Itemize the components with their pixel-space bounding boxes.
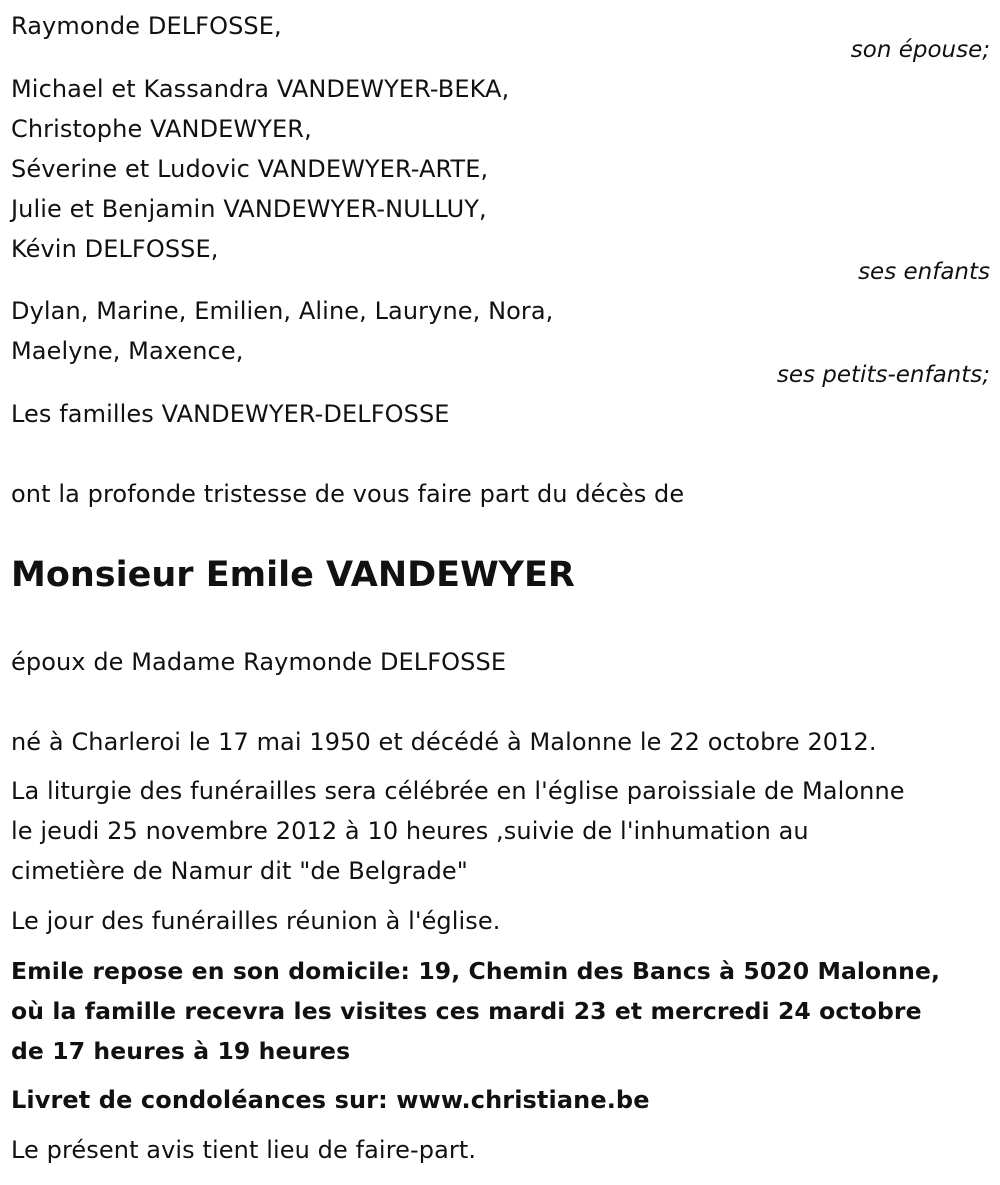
child-line: Julie et Benjamin VANDEWYER-NULLUY, [11, 195, 487, 223]
liturgy-line: le jeudi 25 novembre 2012 à 10 heures ,suivie de l'inhumation au [11, 817, 809, 845]
liturgy-line: La liturgie des funérailles sera célébrée en l'église paroissiale de Malonne [11, 777, 905, 805]
grandchildren-line: Dylan, Marine, Emilien, Aline, Lauryne, Nora, [11, 297, 554, 325]
birth-death-line: né à Charleroi le 17 mai 1950 et décédé à Malonne le 22 octobre 2012. [11, 728, 877, 756]
grandchildren-line: Maelyne, Maxence, [11, 337, 244, 365]
spouse-of-line: époux de Madame Raymonde DELFOSSE [11, 648, 507, 676]
spouse-role: son épouse; [850, 37, 990, 63]
child-line: Christophe VANDEWYER, [11, 115, 312, 143]
notice-line: Le présent avis tient lieu de faire-part. [11, 1136, 477, 1164]
visitation-line: Emile repose en son domicile: 19, Chemin des Bancs à 5020 Malonne, [11, 957, 941, 985]
child-line: Kévin DELFOSSE, [11, 235, 219, 263]
visitation-line: où la famille recevra les visites ces mardi 23 et mercredi 24 octobre [11, 997, 922, 1025]
deceased-name: Monsieur Emile VANDEWYER [11, 555, 575, 595]
announcement-line: ont la profonde tristesse de vous faire part du décès de [11, 480, 685, 508]
child-line: Michael et Kassandra VANDEWYER-BEKA, [11, 75, 510, 103]
grandchildren-role: ses petits-enfants; [776, 362, 990, 388]
liturgy-line: cimetière de Namur dit "de Belgrade" [11, 857, 468, 885]
condolences-line: Livret de condoléances sur: www.christiane.be [11, 1086, 650, 1114]
meeting-line: Le jour des funérailles réunion à l'église. [11, 907, 501, 935]
child-line: Séverine et Ludovic VANDEWYER-ARTE, [11, 155, 489, 183]
families-line: Les familles VANDEWYER-DELFOSSE [11, 400, 450, 428]
visitation-line: de 17 heures à 19 heures [11, 1037, 351, 1065]
spouse-name: Raymonde DELFOSSE, [11, 12, 282, 40]
children-role: ses enfants [858, 259, 990, 285]
